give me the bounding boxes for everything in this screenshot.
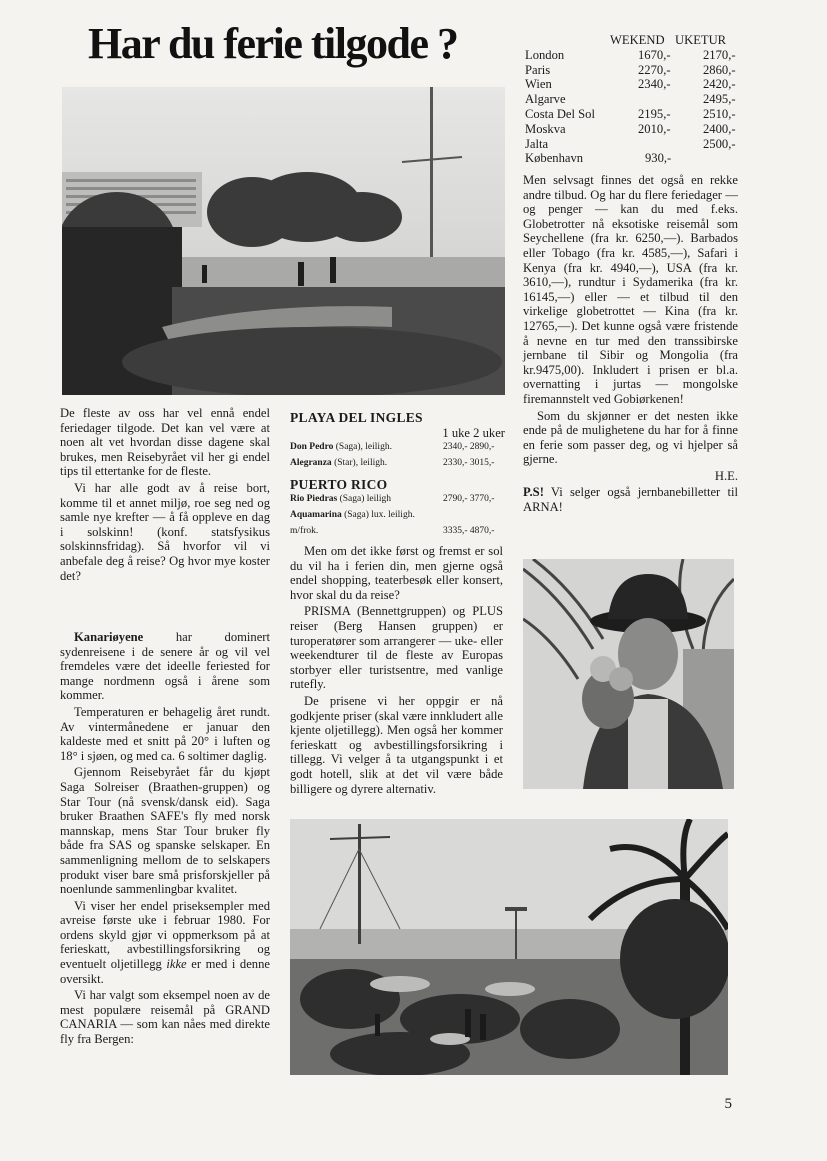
postscript: P.S! Vi selger også jernbanebilletter til ARNA! — [523, 485, 738, 515]
right-column-text — [523, 173, 738, 517]
price-col-header-week: UKETUR — [675, 33, 727, 47]
left-column-text-lower — [60, 630, 270, 1049]
page-title: Har du ferie tilgode ? — [88, 19, 458, 68]
man-with-fruit-photo — [523, 559, 734, 789]
paragraph: Kanariøyene har dominert sydenreisene i de senere år og vil vel fremdeles være det ideelle feriested for mange nordmenn også i årene som kommer. — [60, 630, 270, 703]
paragraph: PRISMA (Bennettgruppen) og PLUS reiser (Berg Hansen gruppen) er turoperatører som arrangerer — uke- eller weekendturer til de fleste av Europas storbyer eller turistsentre, med vanlige rutefly. — [290, 604, 503, 692]
price-row: m/frok. 3335,- 4870,- — [290, 526, 495, 536]
price-row: Wien 2340,- 2420,- — [525, 77, 736, 92]
price-row: Algarve 2495,- — [525, 92, 736, 107]
middle-column-text — [290, 544, 503, 798]
duration-header: 1 uke 2 uker — [442, 426, 505, 440]
paragraph: De prisene vi her oppgir er nå godkjente priser (skal være innkludert alle kjente oljetillegg). Men også her kommer ferieskatt og avbestillingsforsikring i tillegg. Vi velger å ta utgangspunkt i et godt hotell, slik at det vil være både billigere og dyrere alternativ. — [290, 693, 503, 796]
price-row: Don Pedro (Saga), leiligh. 2340,- 2890,- — [290, 442, 495, 452]
paragraph: Men selvsagt finnes det også en rekke andre tilbud. Og har du flere feriedager — og penger — kan du med f.eks. Globetrotter nå eksotiske reisemål som Seychellene (fra kr. 6250,—). Barbados eller Tobago (fra kr. 4585,—), Safari i Kenya (fra kr. 4940,—), USA (fra kr. 3610,—), rundtur i Sydamerika (fra kr. 16145,—) eller — et tilbud til den virkelige globetrottet — Kina (fra kr. 12765,—). Det kunne også være fristende å nevne en tur med den transsibirske jernbane til Sibir og Mongolia (fra kr.9475,00). Inkludert i prisen er bl.a. overnatting i jurtas — mongolske firemannstelt ved Gobiørkenen! — [523, 173, 738, 406]
harbour-photo — [290, 819, 728, 1075]
price-row: Alegranza (Star), leiligh. 2330,- 3015,- — [290, 458, 495, 468]
price-row: Moskva 2010,- 2400,- — [525, 121, 736, 136]
paragraph: De fleste av oss har vel ennå endel feriedager tilgode. Det kan vel være at noen alt vet hvordan disse dagene skal brukes, men Reisebyrået vil her gi endel tips til ettertanke for de fleste. — [60, 406, 270, 479]
price-row: Aquamarina (Saga) lux. leiligh. — [290, 510, 415, 520]
paragraph: Vi har alle godt av å reise bort, komme til et annet miljø, roe seg ned og samle nye krefter — å få oppleve en dag i solskinn! (konf. statsfysikus solskinnsfridag). Så hvorfor vil vi anbefale deg å reise? Og hvor mye koster det? — [60, 480, 270, 583]
paragraph: Gjennom Reisebyrået får du kjøpt Saga Solreiser (Braathen-gruppen) og Star Tour (nå svensk/dansk eid). Saga bruker Braathen SAFE's fly med norsk mannskap, mens Star Tour bruker fly både fra SAS og spanske selskaper. En sammenligning mellom de to selskapers produkt viser bare små prisforskjeller på noenlunde sammenlingbar kvalitet. — [60, 765, 270, 897]
page-number: 5 — [724, 1096, 732, 1112]
signature: H.E. — [714, 468, 738, 483]
resort-photo — [62, 87, 505, 395]
destination-prices — [290, 410, 505, 543]
section-title-puerto: PUERTO RICO — [290, 477, 388, 492]
paragraph: Vi har valgt som eksempel noen av de mest populære reisemål på GRAND CANARIA — som kan nåes med direkte fly fra Bergen: — [60, 988, 270, 1047]
paragraph: Som du skjønner er det nesten ikke ende på de mulighetene du har for å finne en ferie som passer deg, og vi hjelper så gjerne. — [523, 408, 738, 467]
price-row: Costa Del Sol 2195,- 2510,- — [525, 106, 736, 121]
price-row: Rio Piedras (Saga) leiligh 2790,- 3770,- — [290, 494, 495, 504]
paragraph: Temperaturen er behagelig året rundt. Av vintermånedene er januar den kaldeste med et snitt på 20° i luften og 18° i sjøen, og med ca. 6 soltimer daglig. — [60, 704, 270, 763]
price-row: Jalta 2500,- — [525, 136, 736, 151]
left-column-text — [60, 406, 270, 585]
price-row: København 930,- — [525, 151, 672, 166]
section-title-playa: PLAYA DEL INGLES — [290, 410, 423, 425]
price-row: London 1670,- 2170,- — [525, 47, 736, 62]
price-col-header-weekend: WEKEND — [610, 33, 665, 47]
paragraph: Vi viser her endel priseksempler med avreise første uke i februar 1980. For ordens skyld gjør vi oppmerksom på at ferieskatt, avbestillingsforsikring og eventuelt oljetillegg ikke er med i denne oversikt. — [60, 898, 270, 986]
price-table — [525, 33, 745, 166]
price-row: Paris 2270,- 2860,- — [525, 62, 736, 77]
paragraph: Men om det ikke først og fremst er sol du vil ha i ferien din, men gjerne også endel shopping, teaterbesøk eller konsert, hvor skal du da reise? — [290, 544, 503, 602]
